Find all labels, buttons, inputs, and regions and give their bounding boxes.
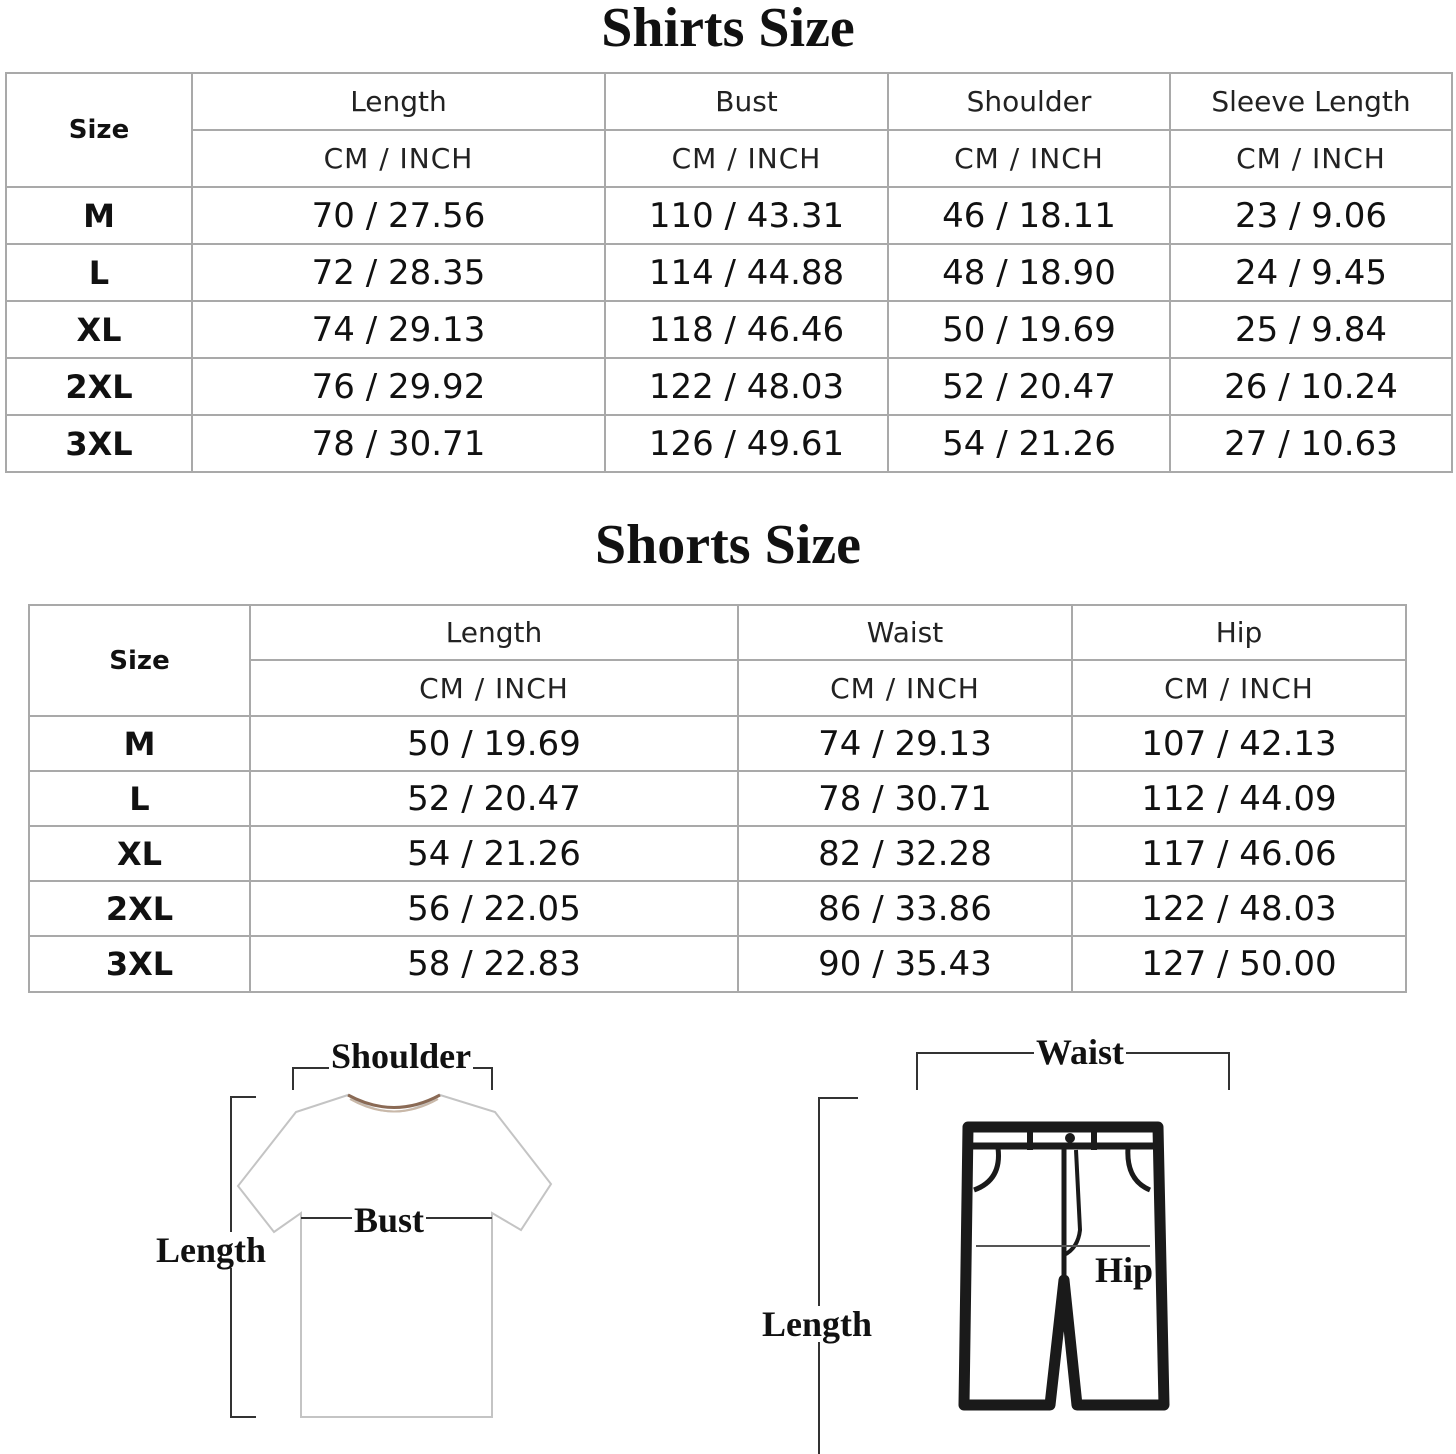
shorts-hip-label: Hip: [1095, 1250, 1154, 1290]
size-cell: 2XL: [6, 358, 192, 415]
value-cell: 50 / 19.69: [888, 301, 1170, 358]
shorts-size-header: Size: [29, 605, 250, 716]
value-cell: 48 / 18.90: [888, 244, 1170, 301]
value-cell: 126 / 49.61: [605, 415, 888, 472]
shorts-title: Shorts Size: [595, 514, 861, 576]
value-cell: 56 / 22.05: [250, 881, 738, 936]
shirts-col-length: Length: [192, 73, 605, 130]
shirts-size-header: Size: [6, 73, 192, 187]
value-cell: 110 / 43.31: [605, 187, 888, 244]
value-cell: 54 / 21.26: [250, 826, 738, 881]
shorts-col-waist: Waist: [738, 605, 1072, 660]
value-cell: 82 / 32.28: [738, 826, 1072, 881]
shirt-shoulder-label: Shoulder: [331, 1036, 472, 1076]
table-row: [6, 187, 1452, 244]
value-cell: 127 / 50.00: [1072, 936, 1406, 992]
shirts-size-table: [5, 72, 1453, 473]
shorts-length-label: Length: [762, 1304, 873, 1344]
value-cell: 27 / 10.63: [1170, 415, 1452, 472]
value-cell: 58 / 22.83: [250, 936, 738, 992]
shorts-col-length: Length: [250, 605, 738, 660]
size-cell: L: [6, 244, 192, 301]
size-cell: L: [29, 771, 250, 826]
value-cell: 78 / 30.71: [738, 771, 1072, 826]
size-cell: M: [6, 187, 192, 244]
value-cell: 70 / 27.56: [192, 187, 605, 244]
value-cell: 52 / 20.47: [250, 771, 738, 826]
t-shirt-icon: [238, 1095, 551, 1417]
table-row: [6, 301, 1452, 358]
value-cell: 46 / 18.11: [888, 187, 1170, 244]
value-cell: 114 / 44.88: [605, 244, 888, 301]
table-row: [29, 716, 1406, 771]
value-cell: 90 / 35.43: [738, 936, 1072, 992]
shorts-length-bracket: [819, 1098, 858, 1454]
value-cell: 50 / 19.69: [250, 716, 738, 771]
table-row: [6, 244, 1452, 301]
value-cell: 117 / 46.06: [1072, 826, 1406, 881]
value-cell: 74 / 29.13: [192, 301, 605, 358]
value-cell: 76 / 29.92: [192, 358, 605, 415]
size-cell: XL: [6, 301, 192, 358]
value-cell: 72 / 28.35: [192, 244, 605, 301]
value-cell: 74 / 29.13: [738, 716, 1072, 771]
value-cell: 86 / 33.86: [738, 881, 1072, 936]
shirts-unit-label: CM / INCH: [888, 130, 1170, 187]
shirts-unit-label: CM / INCH: [192, 130, 605, 187]
value-cell: 78 / 30.71: [192, 415, 605, 472]
size-cell: M: [29, 716, 250, 771]
value-cell: 24 / 9.45: [1170, 244, 1452, 301]
value-cell: 112 / 44.09: [1072, 771, 1406, 826]
shirts-title: Shirts Size: [601, 0, 855, 59]
table-row: [29, 936, 1406, 992]
shorts-unit-label: CM / INCH: [1072, 660, 1406, 716]
shirts-unit-label: CM / INCH: [1170, 130, 1452, 187]
shirt-bust-label: Bust: [354, 1200, 425, 1240]
shorts-size-table: [28, 604, 1407, 993]
shorts-col-hip: Hip: [1072, 605, 1406, 660]
table-row: [29, 771, 1406, 826]
value-cell: 107 / 42.13: [1072, 716, 1406, 771]
size-cell: XL: [29, 826, 250, 881]
shirts-col-bust: Bust: [605, 73, 888, 130]
size-cell: 3XL: [29, 936, 250, 992]
table-row: [6, 415, 1452, 472]
shirts-col-sleeve-length: Sleeve Length: [1170, 73, 1452, 130]
value-cell: 118 / 46.46: [605, 301, 888, 358]
value-cell: 25 / 9.84: [1170, 301, 1452, 358]
value-cell: 122 / 48.03: [1072, 881, 1406, 936]
shirt-length-label: Length: [156, 1230, 267, 1270]
shorts-unit-label: CM / INCH: [738, 660, 1072, 716]
shirts-col-shoulder: Shoulder: [888, 73, 1170, 130]
value-cell: 26 / 10.24: [1170, 358, 1452, 415]
size-cell: 2XL: [29, 881, 250, 936]
value-cell: 54 / 21.26: [888, 415, 1170, 472]
value-cell: 52 / 20.47: [888, 358, 1170, 415]
shirts-unit-label: CM / INCH: [605, 130, 888, 187]
table-row: [29, 881, 1406, 936]
shorts-unit-label: CM / INCH: [250, 660, 738, 716]
value-cell: 23 / 9.06: [1170, 187, 1452, 244]
value-cell: 122 / 48.03: [605, 358, 888, 415]
table-row: [29, 826, 1406, 881]
shorts-waist-label: Waist: [1036, 1032, 1125, 1072]
size-cell: 3XL: [6, 415, 192, 472]
table-row: [6, 358, 1452, 415]
